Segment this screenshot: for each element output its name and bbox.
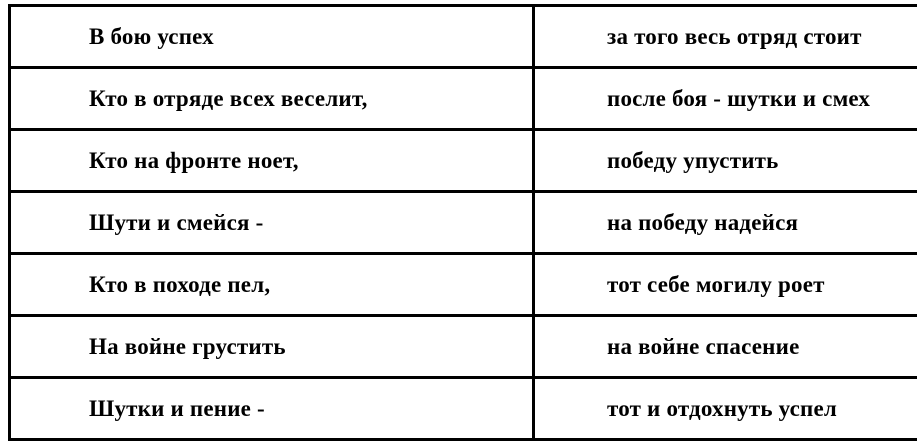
cell-right: тот и отдохнуть успел: [534, 378, 917, 440]
cell-right: на войне спасение: [534, 316, 917, 378]
cell-right: победу упустить: [534, 130, 917, 192]
proverb-matching-table: [8, 4, 917, 441]
table-row: [10, 130, 917, 192]
cell-right: тот себе могилу роет: [534, 254, 917, 316]
table-body: [10, 6, 917, 440]
table-row: [10, 378, 917, 440]
cell-left: Кто в походе пел,: [10, 254, 534, 316]
table-row: [10, 68, 917, 130]
cell-left: Шути и смейся -: [10, 192, 534, 254]
cell-left: Кто в отряде всех веселит,: [10, 68, 534, 130]
document-page: [0, 4, 917, 439]
table-row: [10, 316, 917, 378]
cell-left: Кто на фронте ноет,: [10, 130, 534, 192]
table-row: [10, 254, 917, 316]
cell-right: за того весь отряд стоит: [534, 6, 917, 68]
cell-left: В бою успех: [10, 6, 534, 68]
cell-left: Шутки и пение -: [10, 378, 534, 440]
table-row: [10, 192, 917, 254]
cell-right: на победу надейся: [534, 192, 917, 254]
table-row: [10, 6, 917, 68]
cell-left: На войне грустить: [10, 316, 534, 378]
cell-right: после боя - шутки и смех: [534, 68, 917, 130]
